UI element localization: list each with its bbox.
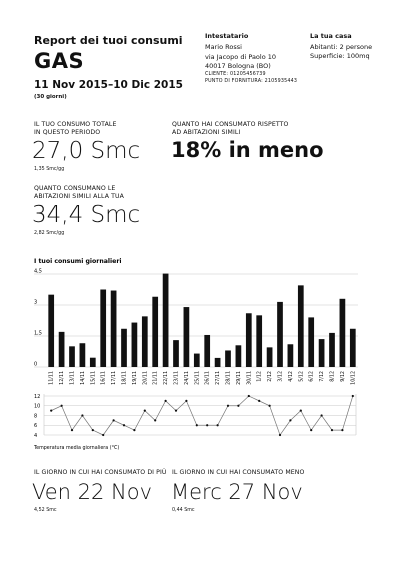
bar [90, 358, 96, 367]
bar-x-tick-label: 10/12 [351, 371, 357, 385]
bar-chart-x-labels [49, 371, 357, 385]
temp-y-tick-label: 4 [34, 432, 38, 439]
bar [204, 335, 210, 367]
bar-x-tick-label: 27/11 [216, 371, 222, 385]
bar [225, 350, 231, 367]
bar-x-tick-label: 21/11 [153, 371, 159, 385]
similar-homes-daily: 2,82 Smc/gg [34, 231, 65, 236]
min-day-label: IL GIORNO IN CUI HAI CONSUMATO MENO [172, 469, 305, 476]
temp-point [196, 424, 198, 426]
bar-x-tick-label: 16/11 [101, 371, 107, 385]
bar-x-tick-label: 13/11 [70, 371, 76, 385]
temp-point [248, 395, 250, 397]
temp-point [300, 410, 302, 412]
temp-point [321, 414, 323, 416]
temp-point [310, 429, 312, 431]
bar [194, 354, 200, 367]
temp-point [123, 424, 125, 426]
temp-point [269, 405, 271, 407]
bar [319, 339, 325, 367]
utility-type: GAS [34, 49, 85, 73]
bar-x-tick-label: 28/11 [226, 371, 232, 385]
bar [340, 299, 346, 367]
bar-x-tick-label: 3/12 [278, 371, 284, 382]
temp-point [133, 429, 135, 431]
bar-chart-bars [48, 274, 355, 367]
bar [256, 315, 262, 367]
bar-x-tick-label: 19/11 [132, 371, 138, 385]
bar [298, 285, 304, 367]
holder-title: Intestatario [205, 32, 249, 40]
max-day-value: Ven 22 Nov [32, 480, 153, 504]
temp-point [289, 419, 291, 421]
temp-y-tick-label: 12 [34, 393, 41, 400]
home-title: La tua casa [310, 32, 352, 40]
temp-point [185, 400, 187, 402]
bar [246, 313, 252, 367]
bar-x-tick-label: 29/11 [236, 371, 242, 385]
temp-point [279, 434, 281, 436]
holder-client-code: CLIENTE: 01205456739 [205, 72, 266, 77]
temp-point [144, 410, 146, 412]
holder-supply-point: PUNTO DI FORNITURA: 2105935443 [205, 79, 298, 84]
bar-x-tick-label: 9/12 [340, 371, 346, 382]
bar [267, 347, 273, 367]
bar [173, 340, 179, 367]
bar-x-tick-label: 14/11 [80, 371, 86, 385]
report-days: (30 giorni) [34, 94, 67, 100]
home-inhabitants: Abitanti: 2 persone [310, 43, 373, 51]
bar-y-tick-label: 0 [34, 361, 38, 368]
temp-point [71, 429, 73, 431]
total-consumption-label-2: IN QUESTO PERIODO [34, 129, 101, 136]
bar [277, 302, 283, 367]
bar [59, 332, 65, 367]
bar-x-tick-label: 18/11 [122, 371, 128, 385]
bar-x-tick-label: 6/12 [309, 371, 315, 382]
temp-point [102, 434, 104, 436]
home-surface: Superficie: 100mq [310, 52, 370, 60]
total-consumption-label-1: IL TUO CONSUMO TOTALE [34, 121, 117, 128]
max-day-label: IL GIORNO IN CUI HAI CONSUMATO DI PIÙ [34, 469, 167, 476]
temp-point [258, 400, 260, 402]
comparison-label-2: AD ABITAZIONI SIMILI [172, 129, 241, 136]
bar-x-tick-label: 22/11 [164, 371, 170, 385]
report-period: 11 Nov 2015–10 Dic 2015 [34, 79, 183, 91]
bar [236, 345, 242, 367]
bar-x-tick-label: 2/12 [268, 371, 274, 382]
report-title: Report dei tuoi consumi [34, 34, 183, 47]
bar [121, 329, 127, 367]
temp-point [50, 410, 52, 412]
temp-point [217, 424, 219, 426]
holder-address-line2: 40017 Bologna (BO) [205, 62, 271, 70]
min-day-consumption: 0,44 Smc [172, 508, 195, 513]
temp-point [175, 410, 177, 412]
total-consumption-value: 27,0 Smc [32, 138, 141, 164]
temp-point [113, 419, 115, 421]
bar [163, 274, 169, 367]
temp-point [154, 419, 156, 421]
similar-homes-label-1: QUANTO CONSUMANO LE [34, 185, 116, 192]
bar [80, 343, 86, 367]
temp-point [92, 429, 94, 431]
bar-x-tick-label: 17/11 [112, 371, 118, 385]
bar-y-tick-label: 1,5 [34, 330, 42, 337]
comparison-value: 18% in meno [171, 138, 324, 162]
comparison-label-1: QUANTO HAI CONSUMATO RISPETTO [172, 121, 289, 128]
min-day-value: Merc 27 Nov [171, 480, 303, 504]
bar-chart-title: I tuoi consumi giornalieri [34, 258, 122, 265]
temp-point [165, 400, 167, 402]
bar-x-tick-label: 23/11 [174, 371, 180, 385]
bar-x-tick-label: 8/12 [330, 371, 336, 382]
bar-y-tick-label: 4,5 [34, 268, 42, 275]
bar [215, 358, 221, 367]
bar [350, 329, 356, 367]
bar-chart-y-labels [34, 269, 42, 368]
max-day-consumption: 4,52 Smc [34, 508, 57, 513]
bar [308, 317, 314, 367]
bar-x-tick-label: 25/11 [195, 371, 201, 385]
temp-y-tick-label: 8 [34, 413, 38, 420]
bar [329, 333, 335, 367]
bar-x-tick-label: 20/11 [143, 371, 149, 385]
bar-x-tick-label: 7/12 [320, 371, 326, 382]
bar-x-tick-label: 4/12 [288, 371, 294, 382]
bar-x-tick-label: 11/11 [49, 371, 55, 385]
temp-chart-grid [44, 394, 356, 435]
temp-point [61, 405, 63, 407]
temp-point [227, 405, 229, 407]
bar [111, 291, 117, 367]
bar-x-tick-label: 12/11 [60, 371, 66, 385]
temp-chart-y-labels [34, 394, 40, 439]
temp-y-tick-label: 6 [34, 423, 38, 430]
bar-x-tick-label: 24/11 [184, 371, 190, 385]
temp-y-tick-label: 10 [34, 403, 41, 410]
temp-point [237, 405, 239, 407]
total-consumption-daily: 1,35 Smc/gg [34, 167, 65, 172]
bar [100, 290, 106, 368]
similar-homes-value: 34,4 Smc [32, 202, 141, 228]
bar-x-tick-label: 30/11 [247, 371, 253, 385]
bar [48, 295, 54, 367]
temp-chart-title: Temperatura media giornaliera (°C) [34, 446, 120, 451]
temp-point [331, 429, 333, 431]
bar-x-tick-label: 5/12 [299, 371, 305, 382]
bar-y-tick-label: 3 [34, 299, 38, 306]
temp-point [81, 414, 83, 416]
temp-point [352, 395, 354, 397]
holder-address-line1: via Jacopo di Paolo 10 [205, 53, 277, 61]
similar-homes-label-2: ABITAZIONI SIMILI ALLA TUA [34, 193, 124, 200]
holder-name: Mario Rossi [205, 43, 242, 51]
bar [184, 307, 190, 367]
bar-x-tick-label: 1/12 [257, 371, 263, 382]
bar [288, 344, 294, 367]
temp-point [206, 424, 208, 426]
temp-point [341, 429, 343, 431]
bar [69, 346, 75, 367]
bar-x-tick-label: 15/11 [91, 371, 97, 385]
bar [152, 297, 158, 367]
bar [132, 323, 138, 367]
bar-x-tick-label: 26/11 [205, 371, 211, 385]
bar [142, 316, 148, 367]
